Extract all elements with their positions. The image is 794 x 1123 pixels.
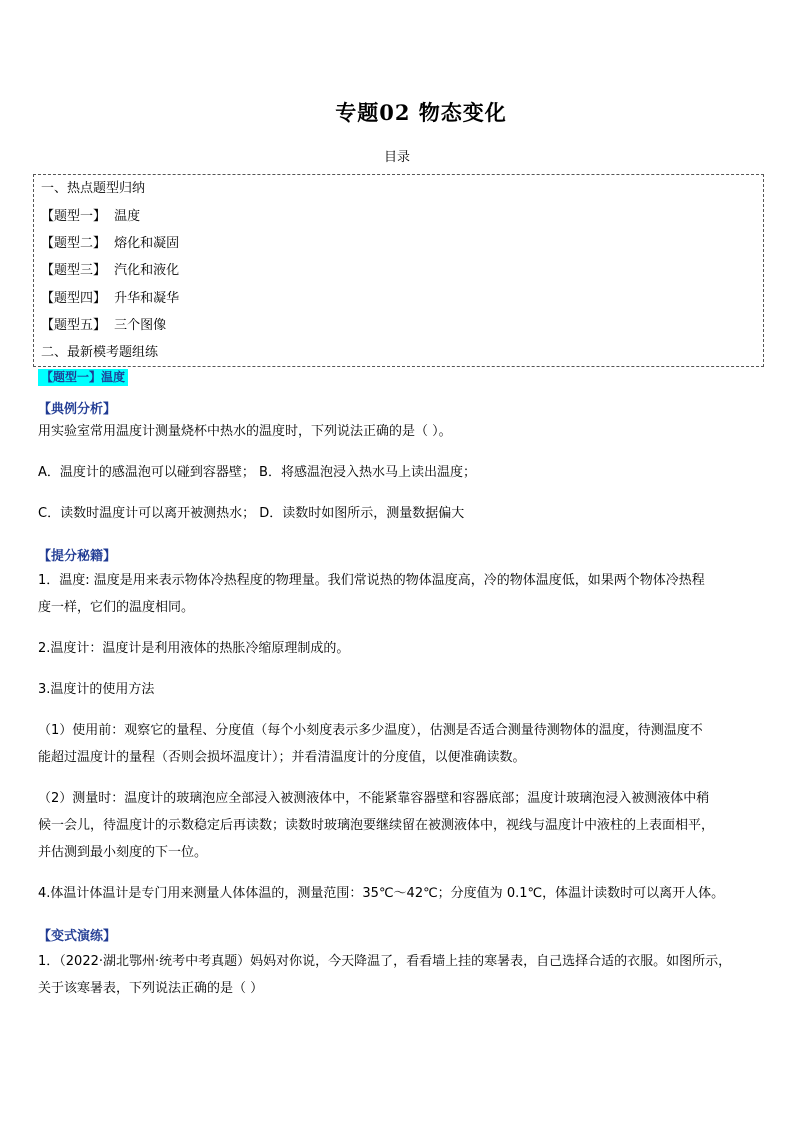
toc-item-text: 温度 xyxy=(114,209,141,224)
example-question: 用实验室常用温度计测量烧杯中热水的温度时，下列说法正确的是（ ）。 xyxy=(38,424,452,439)
toc-title: 目录 xyxy=(383,150,410,165)
tip-3-1-line-1: （1）使用前：观察它的量程、分度值（每个小刻度表示多少温度），估测是否适合测量待测物体的温度，待测温度不 xyxy=(38,723,703,738)
tip-3-1-line-2: 能超过温度计的量程（否则会损坏温度计）；并看清温度计的分度值，以便准确读数。 xyxy=(38,750,526,765)
toc-section-2[interactable]: 二、最新模考题组练 xyxy=(41,345,159,360)
tip-3-2-line-3: 并估测到最小刻度的下一位。 xyxy=(38,845,208,860)
type-1-tag: 【题型一】温度 xyxy=(38,369,128,386)
tip-4: 4.体温计体温计是专门用来测量人体体温的，测量范围：35℃～42℃；分度值为 0.1℃，体温计读数时可以离开人体。 xyxy=(38,886,725,901)
practice-heading: 【变式演练】 xyxy=(38,929,117,944)
toc-item-text: 汽化和液化 xyxy=(114,263,180,278)
tip-1-line-1: 1．温度: 温度是用来表示物体冷热程度的物理量。我们常说热的物体温度高，冷的物体温度低，如果两个物体冷热程 xyxy=(38,573,705,588)
toc-item-tag: 【题型三】 xyxy=(41,263,107,278)
example-heading: 【典例分析】 xyxy=(38,402,117,417)
toc-item-text: 升华和凝华 xyxy=(114,291,180,306)
tip-3-2-line-1: （2）测量时：温度计的玻璃泡应全部浸入被测液体中，不能紧靠容器壁和容器底部；温度计玻璃泡浸入被测液体中稍 xyxy=(38,791,710,806)
table-of-contents xyxy=(33,174,764,367)
toc-item-4[interactable] xyxy=(41,287,179,306)
toc-section-1[interactable]: 一、热点题型归纳 xyxy=(41,181,146,196)
tips-heading: 【提分秘籍】 xyxy=(38,549,117,564)
page-title: 专题02 物态变化 xyxy=(335,100,507,125)
toc-item-tag: 【题型二】 xyxy=(41,236,107,251)
tip-3-2-line-2: 候一会儿，待温度计的示数稳定后再读数；读数时玻璃泡要继续留在被测液体中，视线与温度计中液柱的上表面相平， xyxy=(38,818,715,833)
tip-3: 3.温度计的使用方法 xyxy=(38,682,155,697)
toc-item-text: 三个图像 xyxy=(114,318,167,333)
toc-item-text: 熔化和凝固 xyxy=(114,236,180,251)
practice-question-1-line-1: 1．（2022·湖北鄂州·统考中考真题）妈妈对你说，今天降温了，看看墙上挂的寒暑表，自己选择合适的衣服。如图所示， xyxy=(38,954,732,969)
example-options-cd: C．读数时温度计可以离开被测热水； D．读数时如图所示，测量数据偏大 xyxy=(38,506,465,521)
tip-1-line-2: 度一样，它们的温度相同。 xyxy=(38,600,195,615)
toc-item-tag: 【题型四】 xyxy=(41,291,107,306)
tip-2: 2.温度计：温度计是利用液体的热胀冷缩原理制成的。 xyxy=(38,641,350,656)
toc-item-tag: 【题型五】 xyxy=(41,318,107,333)
toc-item-5[interactable] xyxy=(41,314,166,333)
toc-item-1[interactable] xyxy=(41,205,140,224)
toc-item-2[interactable] xyxy=(41,232,179,251)
toc-item-3[interactable] xyxy=(41,259,179,278)
toc-item-tag: 【题型一】 xyxy=(41,209,107,224)
practice-question-1-line-2: 关于该寒暑表，下列说法正确的是（ ） xyxy=(38,981,264,996)
example-options-ab: A．温度计的感温泡可以碰到容器壁； B．将感温泡浸入热水马上读出温度； xyxy=(38,465,476,480)
